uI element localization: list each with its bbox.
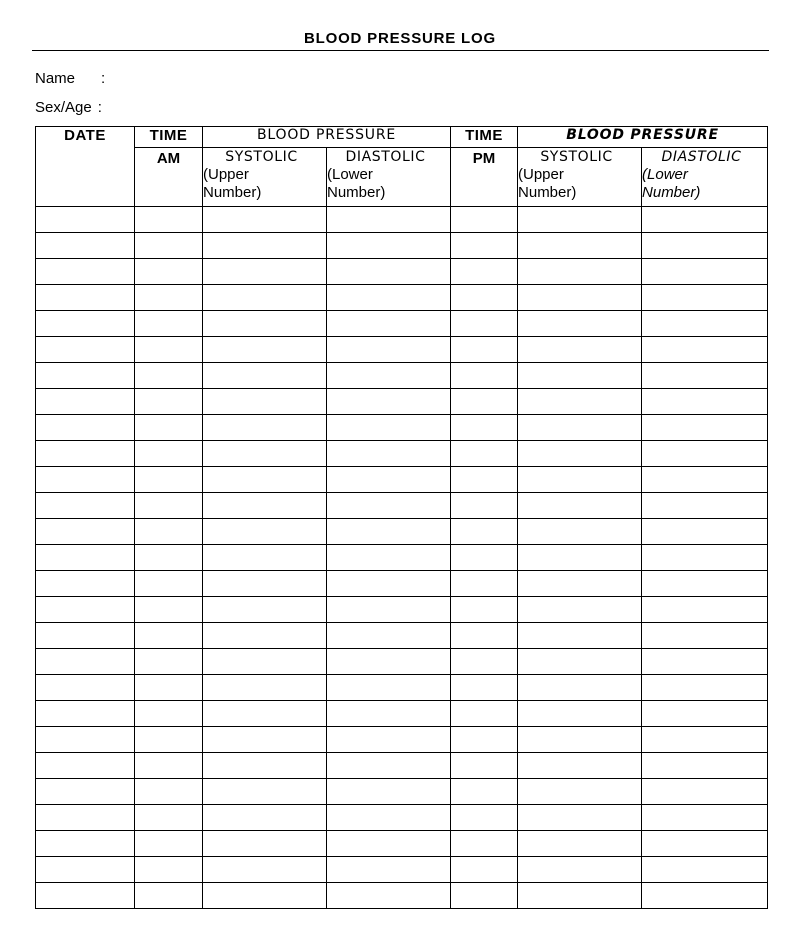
pm-systolic-note-2: Number)	[518, 184, 577, 201]
pm-systolic-cell[interactable]	[518, 311, 642, 337]
pm-systolic-cell[interactable]	[518, 259, 642, 285]
date-cell[interactable]	[36, 207, 135, 233]
am-time-cell[interactable]	[135, 597, 203, 623]
table-row	[36, 389, 768, 415]
pm-diastolic-cell[interactable]	[642, 207, 768, 233]
am-time-cell[interactable]	[135, 779, 203, 805]
pm-systolic-cell[interactable]	[518, 831, 642, 857]
table-row	[36, 415, 768, 441]
pm-time-cell[interactable]	[451, 753, 518, 779]
pm-time-cell[interactable]	[451, 519, 518, 545]
pm-diastolic-cell[interactable]	[642, 675, 768, 701]
am-time-cell[interactable]	[135, 363, 203, 389]
am-time-cell[interactable]	[135, 571, 203, 597]
pm-systolic-note-1: (Upper	[518, 166, 564, 183]
pm-time-cell[interactable]	[451, 597, 518, 623]
pm-diastolic-cell[interactable]	[642, 545, 768, 571]
date-cell[interactable]	[36, 597, 135, 623]
am-diastolic-cell[interactable]	[327, 779, 451, 805]
pm-systolic-cell[interactable]	[518, 753, 642, 779]
am-systolic-cell[interactable]	[203, 493, 327, 519]
pm-diastolic-title: DIASTOLIC	[661, 149, 742, 165]
am-time-cell[interactable]	[135, 311, 203, 337]
pm-systolic-cell[interactable]	[518, 519, 642, 545]
title-divider	[32, 50, 769, 51]
am-diastolic-cell[interactable]	[327, 337, 451, 363]
date-cell[interactable]	[36, 779, 135, 805]
table-row	[36, 727, 768, 753]
am-diastolic-cell[interactable]	[327, 441, 451, 467]
date-cell[interactable]	[36, 389, 135, 415]
pm-diastolic-header	[642, 148, 768, 207]
blood-pressure-table	[35, 126, 768, 909]
am-time-cell[interactable]	[135, 467, 203, 493]
am-diastolic-cell[interactable]	[327, 415, 451, 441]
am-systolic-cell[interactable]	[203, 415, 327, 441]
am-systolic-cell[interactable]	[203, 311, 327, 337]
am-time-cell[interactable]	[135, 675, 203, 701]
table-row	[36, 519, 768, 545]
date-cell[interactable]	[36, 883, 135, 909]
am-systolic-cell[interactable]	[203, 831, 327, 857]
date-cell[interactable]	[36, 363, 135, 389]
pm-systolic-cell[interactable]	[518, 623, 642, 649]
header-row-2	[36, 148, 768, 207]
am-time-cell[interactable]	[135, 701, 203, 727]
pm-diastolic-cell[interactable]	[642, 883, 768, 909]
am-time-cell[interactable]	[135, 233, 203, 259]
pm-systolic-cell[interactable]	[518, 675, 642, 701]
table-row	[36, 285, 768, 311]
am-systolic-cell[interactable]	[203, 649, 327, 675]
date-header: DATE	[36, 127, 135, 207]
pm-time-cell[interactable]	[451, 467, 518, 493]
table-row	[36, 259, 768, 285]
date-cell[interactable]	[36, 571, 135, 597]
am-time-cell[interactable]	[135, 389, 203, 415]
pm-systolic-cell[interactable]	[518, 649, 642, 675]
am-diastolic-cell[interactable]	[327, 857, 451, 883]
date-cell[interactable]	[36, 233, 135, 259]
pm-systolic-cell[interactable]	[518, 337, 642, 363]
am-time-cell[interactable]	[135, 623, 203, 649]
table-row	[36, 493, 768, 519]
date-cell[interactable]	[36, 701, 135, 727]
pm-time-cell[interactable]	[451, 493, 518, 519]
time-header-am: TIME	[135, 127, 203, 148]
am-systolic-cell[interactable]	[203, 701, 327, 727]
am-systolic-cell[interactable]	[203, 857, 327, 883]
pm-diastolic-cell[interactable]	[642, 441, 768, 467]
pm-time-cell[interactable]	[451, 571, 518, 597]
am-diastolic-cell[interactable]	[327, 311, 451, 337]
am-time-cell[interactable]	[135, 259, 203, 285]
pm-time-cell[interactable]	[451, 883, 518, 909]
pm-time-cell[interactable]	[451, 805, 518, 831]
am-systolic-note-1: (Upper	[203, 166, 249, 183]
pm-systolic-header	[518, 148, 642, 207]
am-systolic-cell[interactable]	[203, 337, 327, 363]
pm-time-cell[interactable]	[451, 415, 518, 441]
am-systolic-cell[interactable]	[203, 389, 327, 415]
pm-time-cell[interactable]	[451, 337, 518, 363]
pm-diastolic-cell[interactable]	[642, 285, 768, 311]
date-cell[interactable]	[36, 649, 135, 675]
pm-diastolic-cell[interactable]	[642, 597, 768, 623]
pm-diastolic-cell[interactable]	[642, 649, 768, 675]
am-diastolic-cell[interactable]	[327, 467, 451, 493]
am-systolic-cell[interactable]	[203, 883, 327, 909]
am-time-cell[interactable]	[135, 285, 203, 311]
am-time-cell[interactable]	[135, 519, 203, 545]
pm-diastolic-cell[interactable]	[642, 389, 768, 415]
am-diastolic-cell[interactable]	[327, 649, 451, 675]
am-diastolic-cell[interactable]	[327, 493, 451, 519]
am-systolic-cell[interactable]	[203, 727, 327, 753]
pm-diastolic-cell[interactable]	[642, 311, 768, 337]
table-row	[36, 701, 768, 727]
name-colon: :	[101, 70, 106, 87]
am-systolic-cell[interactable]	[203, 545, 327, 571]
am-systolic-title: SYSTOLIC	[225, 149, 298, 165]
date-cell[interactable]	[36, 857, 135, 883]
am-time-cell[interactable]	[135, 727, 203, 753]
pm-time-cell[interactable]	[451, 857, 518, 883]
am-systolic-cell[interactable]	[203, 233, 327, 259]
pm-diastolic-cell[interactable]	[642, 805, 768, 831]
date-cell[interactable]	[36, 285, 135, 311]
am-diastolic-note-2: Number)	[327, 184, 386, 201]
pm-systolic-cell[interactable]	[518, 233, 642, 259]
pm-time-cell[interactable]	[451, 363, 518, 389]
date-cell[interactable]	[36, 675, 135, 701]
am-time-cell[interactable]	[135, 857, 203, 883]
am-time-cell[interactable]	[135, 441, 203, 467]
pm-systolic-cell[interactable]	[518, 883, 642, 909]
pm-time-cell[interactable]	[451, 441, 518, 467]
pm-systolic-cell[interactable]	[518, 207, 642, 233]
date-cell[interactable]	[36, 415, 135, 441]
am-systolic-cell[interactable]	[203, 259, 327, 285]
pm-systolic-title: SYSTOLIC	[540, 149, 613, 165]
am-time-cell[interactable]	[135, 545, 203, 571]
table-row	[36, 233, 768, 259]
pm-time-cell[interactable]	[451, 389, 518, 415]
am-time-cell[interactable]	[135, 883, 203, 909]
pm-diastolic-note-2: Number)	[642, 184, 701, 201]
pm-diastolic-cell[interactable]	[642, 415, 768, 441]
date-cell[interactable]	[36, 259, 135, 285]
pm-time-cell[interactable]	[451, 545, 518, 571]
pm-time-cell[interactable]	[451, 311, 518, 337]
pm-systolic-cell[interactable]	[518, 467, 642, 493]
am-diastolic-cell[interactable]	[327, 285, 451, 311]
am-diastolic-cell[interactable]	[327, 519, 451, 545]
pm-systolic-cell[interactable]	[518, 441, 642, 467]
table-row	[36, 623, 768, 649]
am-diastolic-cell[interactable]	[327, 727, 451, 753]
pm-time-cell[interactable]	[451, 831, 518, 857]
pm-diastolic-cell[interactable]	[642, 467, 768, 493]
am-diastolic-cell[interactable]	[327, 259, 451, 285]
am-time-cell[interactable]	[135, 493, 203, 519]
table-row	[36, 753, 768, 779]
am-systolic-cell[interactable]	[203, 207, 327, 233]
am-diastolic-title: DIASTOLIC	[345, 149, 426, 165]
am-time-cell[interactable]	[135, 337, 203, 363]
date-cell[interactable]	[36, 493, 135, 519]
pm-systolic-cell[interactable]	[518, 363, 642, 389]
pm-time-cell[interactable]	[451, 675, 518, 701]
header-row-1	[36, 127, 768, 148]
am-systolic-cell[interactable]	[203, 675, 327, 701]
date-cell[interactable]	[36, 805, 135, 831]
am-diastolic-cell[interactable]	[327, 545, 451, 571]
am-time-cell[interactable]	[135, 415, 203, 441]
date-cell[interactable]	[36, 623, 135, 649]
sex-age-field[interactable]	[35, 99, 102, 116]
am-systolic-cell[interactable]	[203, 285, 327, 311]
am-diastolic-cell[interactable]	[327, 701, 451, 727]
name-label: Name	[35, 70, 76, 87]
pm-diastolic-cell[interactable]	[642, 519, 768, 545]
am-diastolic-cell[interactable]	[327, 831, 451, 857]
table-row	[36, 467, 768, 493]
pm-diastolic-cell[interactable]	[642, 363, 768, 389]
pm-diastolic-cell[interactable]	[642, 571, 768, 597]
pm-diastolic-cell[interactable]	[642, 233, 768, 259]
am-time-cell[interactable]	[135, 207, 203, 233]
am-diastolic-cell[interactable]	[327, 675, 451, 701]
am-systolic-cell[interactable]	[203, 441, 327, 467]
table-row	[36, 883, 768, 909]
date-cell[interactable]	[36, 545, 135, 571]
table-row	[36, 675, 768, 701]
date-cell[interactable]	[36, 441, 135, 467]
table-row	[36, 831, 768, 857]
table-row	[36, 207, 768, 233]
pm-systolic-cell[interactable]	[518, 415, 642, 441]
date-cell[interactable]	[36, 467, 135, 493]
log-rows	[36, 207, 768, 909]
am-diastolic-cell[interactable]	[327, 389, 451, 415]
sex-age-label: Sex/Age	[35, 99, 92, 116]
table-row	[36, 779, 768, 805]
am-systolic-cell[interactable]	[203, 623, 327, 649]
pm-time-cell[interactable]	[451, 779, 518, 805]
table-row	[36, 857, 768, 883]
sex-age-colon: :	[97, 99, 102, 116]
am-diastolic-cell[interactable]	[327, 597, 451, 623]
am-systolic-cell[interactable]	[203, 467, 327, 493]
pm-time-cell[interactable]	[451, 701, 518, 727]
date-cell[interactable]	[36, 727, 135, 753]
pm-diastolic-cell[interactable]	[642, 753, 768, 779]
am-diastolic-note-1: (Lower	[327, 166, 373, 183]
pm-diastolic-cell[interactable]	[642, 831, 768, 857]
am-diastolic-cell[interactable]	[327, 753, 451, 779]
pm-time-cell[interactable]	[451, 207, 518, 233]
pm-systolic-cell[interactable]	[518, 727, 642, 753]
pm-label: PM	[451, 148, 518, 207]
date-cell[interactable]	[36, 831, 135, 857]
pm-time-cell[interactable]	[451, 233, 518, 259]
am-systolic-cell[interactable]	[203, 597, 327, 623]
am-diastolic-cell[interactable]	[327, 363, 451, 389]
pm-diastolic-note-1: (Lower	[642, 166, 688, 183]
pm-diastolic-cell[interactable]	[642, 337, 768, 363]
pm-time-cell[interactable]	[451, 259, 518, 285]
bp-header-pm: BLOOD PRESSURE	[518, 127, 768, 148]
pm-systolic-cell[interactable]	[518, 597, 642, 623]
pm-diastolic-cell[interactable]	[642, 857, 768, 883]
pm-systolic-cell[interactable]	[518, 389, 642, 415]
pm-systolic-cell[interactable]	[518, 571, 642, 597]
pm-time-cell[interactable]	[451, 649, 518, 675]
page-title: BLOOD PRESSURE LOG	[304, 30, 496, 47]
pm-diastolic-cell[interactable]	[642, 623, 768, 649]
pm-systolic-cell[interactable]	[518, 779, 642, 805]
date-cell[interactable]	[36, 337, 135, 363]
name-field[interactable]	[35, 70, 105, 87]
am-time-cell[interactable]	[135, 805, 203, 831]
pm-time-cell[interactable]	[451, 623, 518, 649]
am-systolic-cell[interactable]	[203, 779, 327, 805]
pm-systolic-cell[interactable]	[518, 805, 642, 831]
table-row	[36, 311, 768, 337]
pm-diastolic-cell[interactable]	[642, 727, 768, 753]
date-cell[interactable]	[36, 753, 135, 779]
table-row	[36, 545, 768, 571]
pm-systolic-cell[interactable]	[518, 285, 642, 311]
am-diastolic-header	[327, 148, 451, 207]
am-time-cell[interactable]	[135, 831, 203, 857]
date-cell[interactable]	[36, 311, 135, 337]
table-row	[36, 571, 768, 597]
pm-diastolic-cell[interactable]	[642, 493, 768, 519]
pm-time-cell[interactable]	[451, 727, 518, 753]
table-row	[36, 363, 768, 389]
pm-diastolic-cell[interactable]	[642, 779, 768, 805]
pm-systolic-cell[interactable]	[518, 545, 642, 571]
am-systolic-cell[interactable]	[203, 519, 327, 545]
pm-systolic-cell[interactable]	[518, 701, 642, 727]
pm-time-cell[interactable]	[451, 285, 518, 311]
am-diastolic-cell[interactable]	[327, 883, 451, 909]
am-diastolic-cell[interactable]	[327, 207, 451, 233]
am-systolic-header	[203, 148, 327, 207]
date-cell[interactable]	[36, 519, 135, 545]
pm-systolic-cell[interactable]	[518, 857, 642, 883]
table-row	[36, 649, 768, 675]
table-row	[36, 337, 768, 363]
am-systolic-cell[interactable]	[203, 753, 327, 779]
time-header-pm: TIME	[451, 127, 518, 148]
am-diastolic-cell[interactable]	[327, 623, 451, 649]
pm-diastolic-cell[interactable]	[642, 701, 768, 727]
pm-diastolic-cell[interactable]	[642, 259, 768, 285]
table-row	[36, 441, 768, 467]
am-systolic-cell[interactable]	[203, 363, 327, 389]
am-time-cell[interactable]	[135, 753, 203, 779]
am-systolic-note-2: Number)	[203, 184, 262, 201]
am-diastolic-cell[interactable]	[327, 805, 451, 831]
table-row	[36, 597, 768, 623]
am-systolic-cell[interactable]	[203, 571, 327, 597]
am-time-cell[interactable]	[135, 649, 203, 675]
pm-systolic-cell[interactable]	[518, 493, 642, 519]
am-label: AM	[135, 148, 203, 207]
bp-header-am: BLOOD PRESSURE	[203, 127, 451, 148]
am-systolic-cell[interactable]	[203, 805, 327, 831]
table-row	[36, 805, 768, 831]
am-diastolic-cell[interactable]	[327, 233, 451, 259]
am-diastolic-cell[interactable]	[327, 571, 451, 597]
